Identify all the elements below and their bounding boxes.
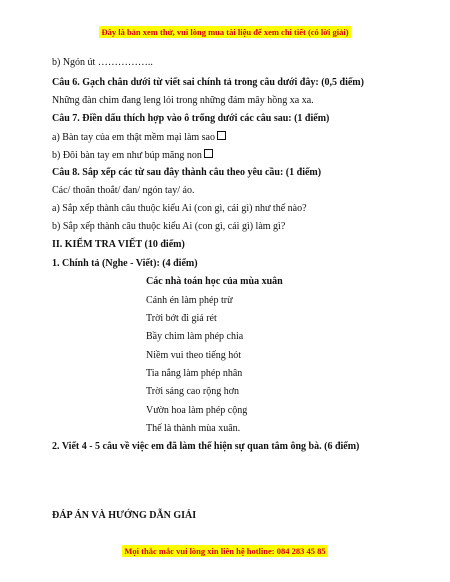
question-8-words: Các/ thoăn thoắt/ đan/ ngón tay/ áo. xyxy=(52,185,195,196)
writing-task-heading: 2. Viết 4 - 5 câu về việc em đã làm thể hiện sự quan tâm ông bà. (6 điểm) xyxy=(52,441,360,452)
poem-line: Niềm vui theo tiếng hót xyxy=(146,350,241,361)
hotline-banner-text: Mọi thắc mắc vui lòng xin liên hệ hotline: 084 283 45 85 xyxy=(124,546,326,556)
poem-line: Vườn hoa làm phép cộng xyxy=(146,405,248,416)
question-7-item-a xyxy=(52,131,430,144)
question-7-item-b xyxy=(52,149,430,162)
poem-line: Bầy chim làm phép chia xyxy=(146,331,244,342)
question-6-heading: Câu 6. Gạch chân dưới từ viết sai chính tả trong câu dưới đây: (0,5 điểm) xyxy=(52,77,364,88)
section-2-heading: II. KIỂM TRA VIẾT (10 điểm) xyxy=(52,239,185,250)
punctuation-blank-box xyxy=(204,149,213,158)
poem-line: Tia nắng làm phép nhân xyxy=(146,368,243,379)
poem-line: Trời sáng cao rộng hơn xyxy=(146,386,239,397)
preview-banner-text: Đây là bản xem thử, vui lòng mua tài liệu để xem chi tiết (có lời giải) xyxy=(101,27,349,37)
question-6-sentence: Những đàn chim đang leng lỏi trong những đám mây hồng xa xa. xyxy=(52,95,314,106)
question-7-heading: Câu 7. Điền dấu thích hợp vào ô trống dưới các câu sau: (1 điểm) xyxy=(52,113,330,124)
answer-key-heading: ĐÁP ÁN VÀ HƯỚNG DẪN GIẢI xyxy=(52,510,197,521)
poem-title: Các nhà toán học của mùa xuân xyxy=(146,276,283,287)
question-8-heading: Câu 8. Sắp xếp các từ sau đây thành câu theo yêu cầu: (1 điểm) xyxy=(52,167,322,178)
question-8-item-b: b) Sắp xếp thành câu thuộc kiểu Ai (con gì, cái gì) làm gì? xyxy=(52,221,286,232)
question-7-item-b-text: b) Đôi bàn tay em như búp măng non xyxy=(52,150,202,161)
dictation-heading: 1. Chính tả (Nghe - Viết): (4 điểm) xyxy=(52,258,198,269)
poem-line: Thế là thành mùa xuân. xyxy=(146,423,241,434)
preview-banner xyxy=(0,27,450,37)
question-8-item-a: a) Sắp xếp thành câu thuộc kiểu Ai (con gì, cái gì) như thế nào? xyxy=(52,203,307,214)
poem-line: Trời bớt đi giá rét xyxy=(146,313,217,324)
question-7-item-a-text: a) Bàn tay của em thật mềm mại làm sao xyxy=(52,132,215,143)
hotline-banner xyxy=(0,546,450,556)
punctuation-blank-box xyxy=(217,131,226,140)
poem-line: Cánh én làm phép trừ xyxy=(146,295,233,306)
answer-line-b: b) Ngón út …………….. xyxy=(52,57,153,68)
